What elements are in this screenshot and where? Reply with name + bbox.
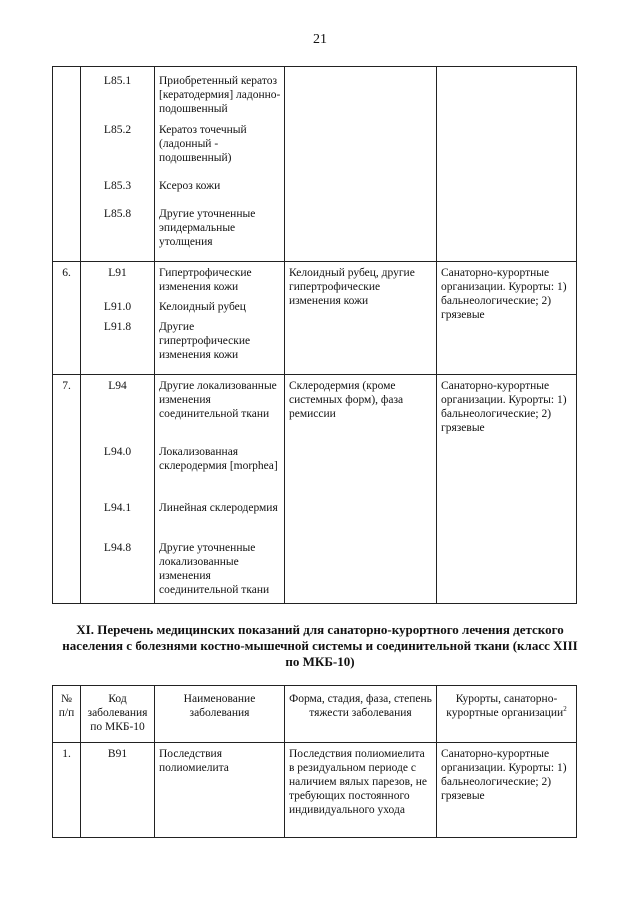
icd-code: L94.8 xyxy=(103,542,132,554)
resorts-cell xyxy=(437,67,577,262)
header-resorts-label: Курорты, санаторно-курортные организации xyxy=(446,693,564,719)
table-row xyxy=(53,375,577,604)
disease-name: Линейная склеродермия xyxy=(159,502,278,514)
table-row xyxy=(53,262,577,375)
table-row xyxy=(53,67,577,262)
icd-codes-cell xyxy=(81,262,155,375)
table-row xyxy=(53,743,577,838)
footnote-mark: 2 xyxy=(563,705,567,714)
form-stage-cell xyxy=(285,67,437,262)
disease-name: Другие уточненные эпидермальные утолщения xyxy=(159,208,256,248)
disease-name: Приобретенный кератоз [кератодермия] ладонно-подошвенный xyxy=(159,75,281,115)
disease-names-cell xyxy=(155,67,285,262)
section-title: XI. Перечень медицинских показаний для санаторно-курортного лечения детского населения с болезнями костно-мышечной системы и соединительной ткани (класс XIII по МКБ-10) xyxy=(62,622,578,669)
resorts-cell: Санаторно-курортные организации. Курорты: 1) бальнеологические; 2) грязевые xyxy=(437,375,577,604)
icd-code: L91.0 xyxy=(103,301,132,313)
row-number: 7. xyxy=(53,375,81,604)
disease-names-cell xyxy=(155,375,285,604)
disease-name: Последствия полиомиелита xyxy=(155,743,285,838)
icd-codes-cell xyxy=(81,375,155,604)
disease-name: Локализованная склеродермия [morphea] xyxy=(159,446,278,472)
resorts-cell: Санаторно-курортные организации. Курорты: 1) бальнеологические; 2) грязевые xyxy=(437,262,577,375)
icd-code: L94.1 xyxy=(103,502,132,514)
icd-code: L94 xyxy=(108,380,127,392)
header-resorts xyxy=(437,686,577,743)
page-number: 21 xyxy=(313,32,327,47)
form-stage-cell: Последствия полиомиелита в резидуальном периоде с наличием вялых парезов, не требующих постоянного индивидуального ухода xyxy=(285,743,437,838)
indications-table-continued xyxy=(52,66,577,604)
form-stage-cell: Келоидный рубец, другие гипертрофические изменения кожи xyxy=(285,262,437,375)
disease-name: Ксероз кожи xyxy=(159,180,221,192)
icd-code: L85.3 xyxy=(103,180,132,192)
icd-code: B91 xyxy=(81,743,155,838)
indications-table-section-xi xyxy=(52,685,577,838)
disease-name: Гипертрофические изменения кожи xyxy=(159,267,252,293)
header-num: № п/п xyxy=(53,686,81,743)
icd-code: L85.2 xyxy=(103,124,132,136)
disease-name: Другие локализованные изменения соединительной ткани xyxy=(159,380,277,420)
icd-code: L94.0 xyxy=(103,446,132,458)
row-number: 6. xyxy=(53,262,81,375)
disease-names-cell xyxy=(155,262,285,375)
resorts-cell: Санаторно-курортные организации. Курорты: 1) бальнеологические; 2) грязевые xyxy=(437,743,577,838)
disease-name: Кератоз точечный (ладонный - подошвенный) xyxy=(159,124,247,164)
disease-name: Другие уточненные локализованные изменения соединительной ткани xyxy=(159,542,270,596)
header-code: Код заболевания по МКБ-10 xyxy=(81,686,155,743)
table-header-row xyxy=(53,686,577,743)
row-number xyxy=(53,67,81,262)
disease-name: Другие гипертрофические изменения кожи xyxy=(159,321,251,361)
form-stage-cell: Склеродермия (кроме системных форм), фаза ремиссии xyxy=(285,375,437,604)
icd-code: L91.8 xyxy=(103,321,132,333)
header-name: Наименование заболевания xyxy=(155,686,285,743)
icd-code: L91 xyxy=(108,267,127,279)
icd-code: L85.8 xyxy=(103,208,132,220)
row-number: 1. xyxy=(53,743,81,838)
header-form: Форма, стадия, фаза, степень тяжести заболевания xyxy=(285,686,437,743)
disease-name: Келоидный рубец xyxy=(159,301,246,313)
icd-codes-cell xyxy=(81,67,155,262)
icd-code: L85.1 xyxy=(103,75,132,87)
